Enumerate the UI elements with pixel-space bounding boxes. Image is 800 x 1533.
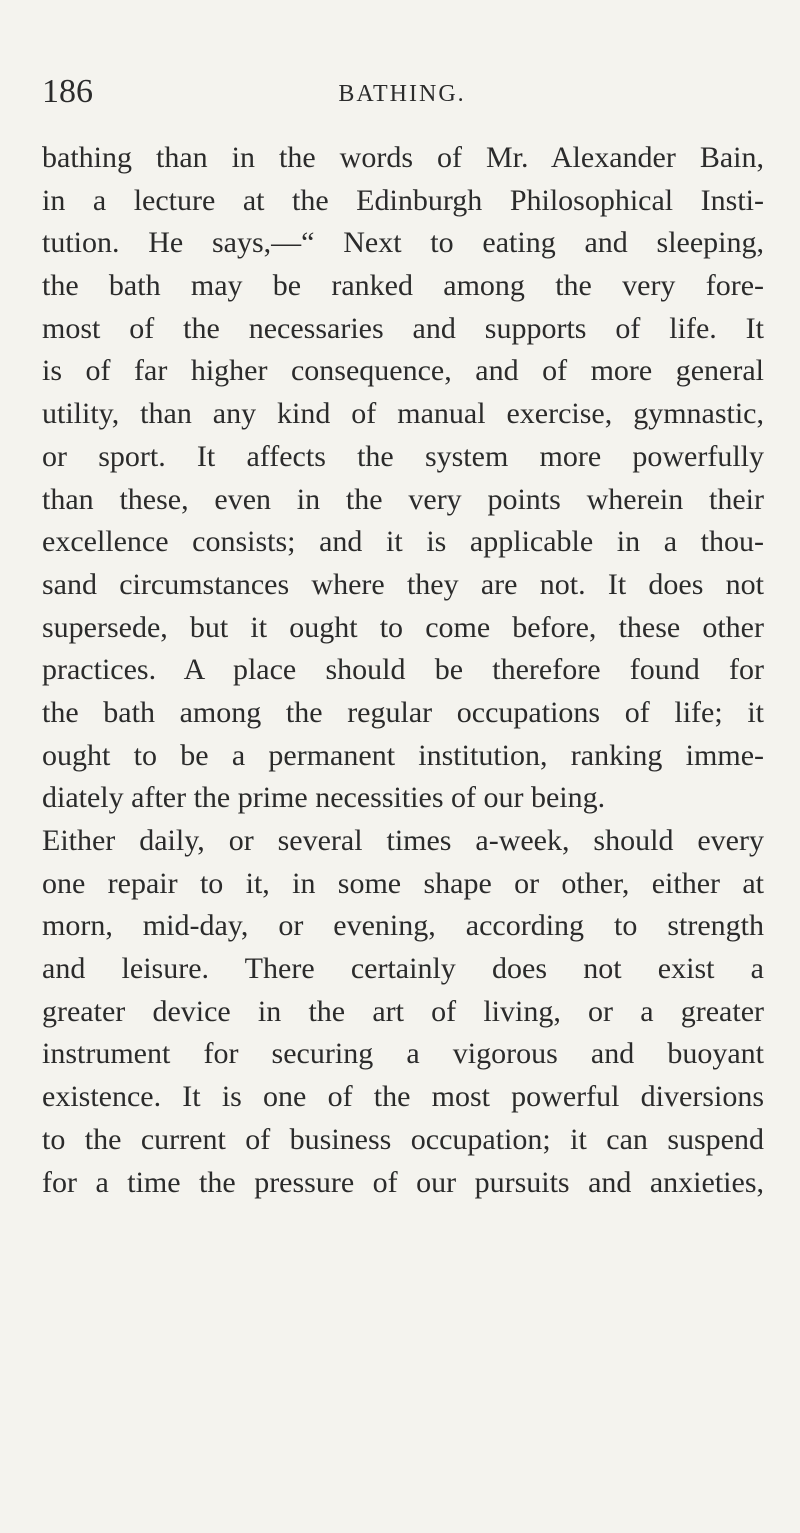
text-line: the bath may be ranked among the very fore- bbox=[42, 269, 764, 303]
text-line: ought to be a permanent institution, ranking imme- bbox=[42, 738, 764, 772]
text-line: for a time the pressure of our pursuits and anxieties, bbox=[42, 1165, 764, 1199]
body-text bbox=[42, 137, 764, 1204]
text-line: excellence consists; and it is applicable in a thou- bbox=[42, 525, 764, 559]
text-line: diately after the prime necessities of our being. bbox=[42, 781, 606, 815]
text-line: supersede, but it ought to come before, these other bbox=[42, 610, 764, 644]
running-head bbox=[42, 72, 762, 112]
text-line: or sport. It affects the system more powerfully bbox=[42, 439, 764, 473]
page-number: 186 bbox=[42, 73, 93, 110]
text-line: instrument for securing a vigorous and buoyant bbox=[42, 1037, 764, 1071]
text-line: tution. He says,—“ Next to eating and sleeping, bbox=[42, 226, 764, 260]
text-line: most of the necessaries and supports of life. It bbox=[42, 311, 764, 345]
text-line: greater device in the art of living, or a greater bbox=[42, 994, 764, 1028]
text-line: and leisure. There certainly does not exist a bbox=[42, 952, 764, 986]
text-line: utility, than any kind of manual exercise, gymnastic, bbox=[42, 397, 764, 431]
text-line: one repair to it, in some shape or other, either at bbox=[42, 866, 764, 900]
text-line: is of far higher consequence, and of more general bbox=[42, 354, 764, 388]
text-line: to the current of business occupation; it can suspend bbox=[42, 1122, 764, 1156]
text-line: existence. It is one of the most powerful diversions bbox=[42, 1080, 764, 1114]
text-line: Either daily, or several times a-week, should every bbox=[42, 824, 764, 857]
text-line: sand circumstances where they are not. It does not bbox=[42, 567, 764, 601]
text-line: the bath among the regular occupations of life; it bbox=[42, 695, 764, 729]
text-line: morn, mid-day, or evening, according to strength bbox=[42, 909, 764, 943]
text-line: bathing than in the words of Mr. Alexander Bain, bbox=[42, 141, 764, 174]
text-line: in a lecture at the Edinburgh Philosophical Insti- bbox=[42, 183, 764, 217]
text-line: practices. A place should be therefore found for bbox=[42, 653, 764, 687]
text-line: than these, even in the very points wherein their bbox=[42, 482, 764, 516]
running-title: BATHING. bbox=[338, 81, 466, 107]
